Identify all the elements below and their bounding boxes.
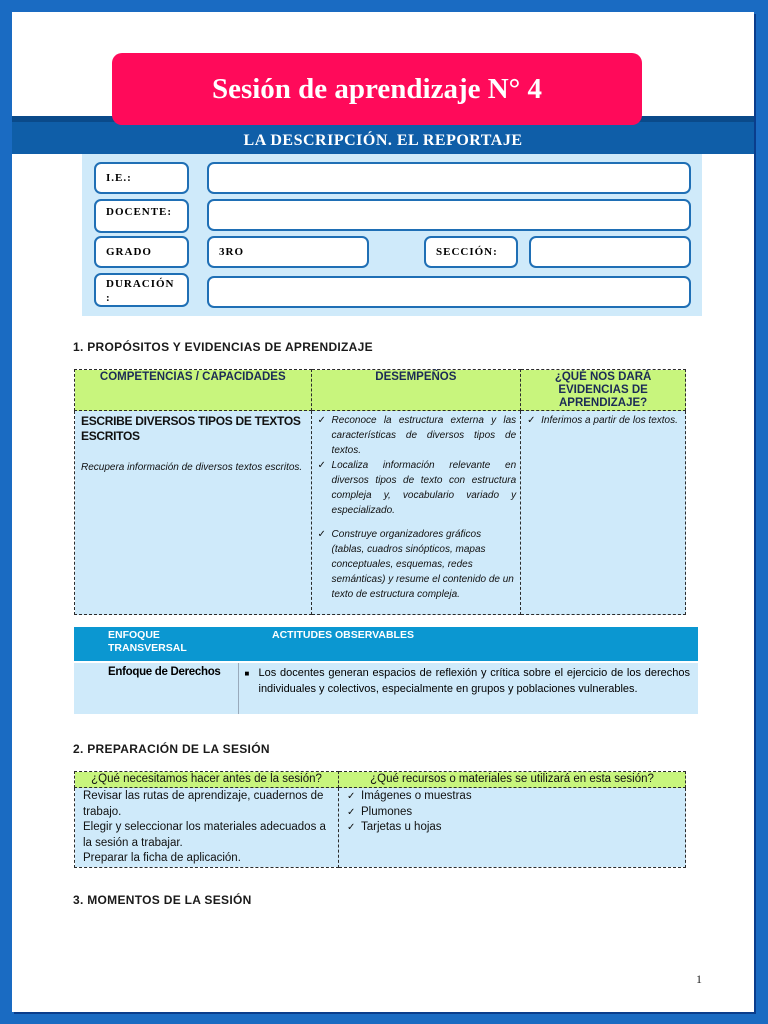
desempeno-item: ✓ Localiza información relevante en diversos tipos de texto con estructura compleja y, vocabulario variado y especializado. <box>317 460 517 516</box>
preparacion-table <box>74 771 686 868</box>
check-icon: ✓ <box>347 822 356 833</box>
recurso-item: ✓ Tarjetas u hojas <box>347 820 681 836</box>
session-title: Sesión de aprendizaje N° 4 <box>211 72 543 105</box>
check-icon: ✓ <box>317 460 326 471</box>
section1-title: 1. PROPÓSITOS Y EVIDENCIAS DE APRENDIZAJE <box>73 340 373 354</box>
check-icon: ✓ <box>317 529 326 540</box>
evidencias-cell <box>521 411 686 615</box>
enfoque-table <box>74 627 698 714</box>
antes-cell <box>75 788 339 868</box>
antes-item: Revisar las rutas de aprendizaje, cuadernos de trabajo. <box>83 790 324 818</box>
header-competencias: COMPETENCIAS / CAPACIDADES <box>75 370 312 411</box>
section2-title: 2. PREPARACIÓN DE LA SESIÓN <box>73 742 270 756</box>
document-page <box>12 12 754 1012</box>
header-enfoque: ENFOQUE TRANSVERSAL <box>74 627 238 662</box>
session-subtitle: LA DESCRIPCIÓN. EL REPORTAJE <box>243 132 523 149</box>
seccion-field[interactable] <box>529 236 691 268</box>
antes-item: Elegir y seleccionar los materiales adecuados a la sesión a trabajar. <box>83 821 326 849</box>
check-icon: ✓ <box>347 791 356 802</box>
duracion-label <box>94 273 189 307</box>
enfoque-name: Enfoque de Derechos <box>74 662 238 714</box>
actitud-item: ■ Los docentes generan espacios de reflexión y crítica sobre el ejercicio de los derechos individuales y colectivos, especialmente en grupos y poblaciones vulnerables. <box>244 667 690 695</box>
desempeno-item: ✓ Construye organizadores gráficos (tablas, cuadros sinópticos, mapas conceptuales, esquemas, redes semánticas) y resume el contenido de un texto de estructura compleja. <box>317 529 514 600</box>
section3-title: 3. MOMENTOS DE LA SESIÓN <box>73 893 252 907</box>
recurso-item: ✓ Imágenes o muestras <box>347 789 681 805</box>
recursos-cell <box>339 788 686 868</box>
bullet-icon: ■ <box>244 669 250 678</box>
check-icon: ✓ <box>527 415 536 426</box>
ie-label: I.E.: <box>94 162 189 194</box>
recurso-item: ✓ Plumones <box>347 805 681 821</box>
seccion-label: SECCIÓN: <box>424 236 518 268</box>
desempeno-item: ✓ Reconoce la estructura externa y las características de diversos tipos de textos. <box>317 415 517 456</box>
header-actitudes: ACTITUDES OBSERVABLES <box>238 627 698 662</box>
header-antes: ¿Qué necesitamos hacer antes de la sesión? <box>75 772 339 788</box>
evidencia-item: ✓ Inferimos a partir de los textos. <box>527 415 678 426</box>
propositos-table <box>74 369 686 615</box>
duracion-field[interactable] <box>207 276 691 308</box>
header-recursos: ¿Qué recursos o materiales se utilizará en esta sesión? <box>339 772 686 788</box>
antes-item: Preparar la ficha de aplicación. <box>83 852 241 864</box>
competencia-name: ESCRIBE DIVERSOS TIPOS DE TEXTOS ESCRITOS <box>81 414 301 443</box>
competencia-cell <box>75 411 312 615</box>
grado-label: GRADO <box>94 236 189 268</box>
actitud-cell <box>238 662 698 714</box>
check-icon: ✓ <box>347 806 356 818</box>
ie-field[interactable] <box>207 162 691 194</box>
check-icon: ✓ <box>317 415 326 426</box>
docente-label: DOCENTE: <box>94 199 189 233</box>
header-desempenos: DESEMPEÑOS <box>311 370 521 411</box>
duracion-label-line2: : <box>106 292 111 304</box>
docente-field[interactable] <box>207 199 691 231</box>
grado-field[interactable]: 3RO <box>207 236 369 268</box>
header-evidencias: ¿QUÉ NOS DARÁ EVIDENCIAS DE APRENDIZAJE? <box>521 370 686 411</box>
info-panel <box>82 154 702 316</box>
page-number: 1 <box>696 972 702 986</box>
desempenos-cell <box>311 411 521 615</box>
capacidad-text: Recupera información de diversos textos escritos. <box>81 462 303 473</box>
title-banner <box>112 53 642 125</box>
duracion-label-line1: DURACIÓN <box>106 278 175 290</box>
